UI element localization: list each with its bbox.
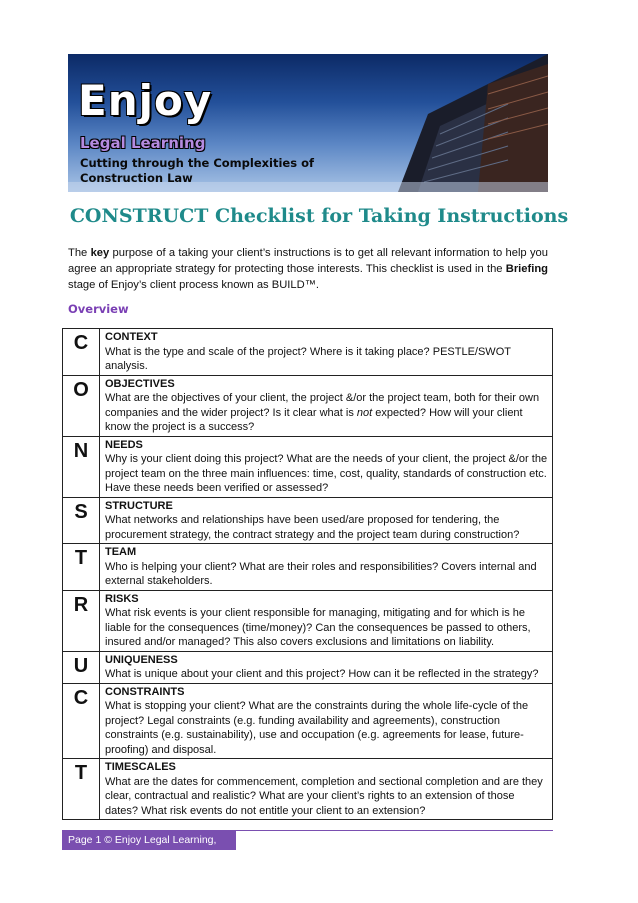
checklist-content	[100, 436, 553, 497]
document-title: CONSTRUCT Checklist for Taking Instructions	[69, 205, 569, 227]
checklist-row	[63, 544, 553, 591]
checklist-letter: N	[63, 436, 100, 497]
checklist-letter: C	[63, 683, 100, 759]
checklist-content	[100, 651, 553, 683]
checklist-body: What networks and relationships have been used/are proposed for tendering, the procurement strategy, the contract strategy and the project team during construction?	[105, 514, 520, 541]
checklist-row	[63, 436, 553, 497]
checklist-heading: UNIQUENESS	[105, 653, 178, 666]
checklist-content	[100, 497, 553, 544]
checklist-content	[100, 375, 553, 436]
checklist-letter: T	[63, 759, 100, 820]
overview-heading: Overview	[68, 302, 129, 316]
checklist-body: What is stopping your client? What are the constraints during the whole life-cycle of the project? Legal constraints (e.g. funding availability and agreements), construction constraints (e.g. sustainability), use and occupation (e.g. agreements for lease, future-proofing) and disposal.	[105, 700, 529, 756]
checklist-content	[100, 544, 553, 591]
checklist-letter: U	[63, 651, 100, 683]
checklist-body: What are the dates for commencement, completion and sectional completion and are they clear, contractual and realistic? What are your client’s rights to an extension of those dates? What risk events do not entitle your client to an extension?	[105, 775, 543, 817]
checklist-heading: TIMESCALES	[105, 761, 176, 773]
checklist-body-emphasis: not	[356, 406, 373, 419]
checklist-row	[63, 759, 553, 820]
checklist-body-tail: expected? How will your client know the project is a success?	[105, 406, 523, 433]
page-footer: Page 1 © Enjoy Legal Learning, 2014	[62, 831, 236, 850]
checklist-letter: T	[63, 544, 100, 591]
intro-paragraph	[68, 245, 548, 293]
checklist-heading: OBJECTIVES	[105, 377, 175, 390]
checklist-row	[63, 683, 553, 759]
checklist-row	[63, 329, 553, 376]
checklist-body: What is unique about your client and this project? How can it be reflected in the strategy?	[105, 668, 539, 680]
intro-text-3: stage of Enjoy’s client process known as BUILD™.	[68, 279, 320, 291]
checklist-heading: CONSTRAINTS	[105, 685, 185, 698]
checklist-content	[100, 683, 553, 759]
header-banner	[68, 54, 548, 192]
intro-briefing-word: Briefing	[505, 263, 548, 275]
checklist-row	[63, 375, 553, 436]
checklist-letter: S	[63, 497, 100, 544]
construct-checklist-table	[62, 328, 553, 820]
checklist-body: Why is your client doing this project? What are the needs of your client, the project &/or the project team on the three main influences: time, cost, quality, standards of construction etc. Have these needs been verified or assessed?	[105, 453, 548, 494]
checklist-body: Who is helping your client? What are their roles and responsibilities? Covers internal and external stakeholders.	[105, 560, 537, 587]
intro-text-1: The	[68, 247, 91, 259]
checklist-content	[100, 759, 553, 820]
brand-subtitle: Legal Learning	[80, 134, 206, 152]
checklist-body: What risk events is your client responsible for managing, mitigating and for which is he liable for the consequences (time/money)? Can the consequences be passed to others, insured and/or managed? This also covers exclusions and limitations on liability.	[105, 607, 531, 648]
intro-text-2: purpose of a taking your client’s instructions is to get all relevant information to help you agree an appropriate strategy for protecting those interests. This checklist is used in the	[68, 247, 548, 275]
brand-tagline: Cutting through the Complexities of Construction Law	[80, 156, 314, 185]
brand-title: Enjoy	[78, 76, 213, 125]
checklist-row	[63, 651, 553, 683]
checklist-body	[105, 391, 548, 435]
checklist-body-text: What are the objectives of your client, the project &/or the project team, both for their own companies and the wider project? Is it clear what is	[105, 392, 540, 419]
checklist-letter: R	[63, 590, 100, 651]
checklist-heading: CONTEXT	[105, 331, 158, 343]
checklist-row	[63, 590, 553, 651]
checklist-heading: TEAM	[105, 546, 137, 558]
checklist-letter: O	[63, 375, 100, 436]
checklist-letter: C	[63, 329, 100, 376]
checklist-row	[63, 497, 553, 544]
checklist-heading: STRUCTURE	[105, 499, 173, 512]
intro-key-word: key	[90, 247, 110, 259]
checklist-heading: RISKS	[105, 592, 139, 605]
checklist-content	[100, 329, 553, 376]
checklist-heading: NEEDS	[105, 438, 143, 451]
checklist-content	[100, 590, 553, 651]
checklist-body: What is the type and scale of the project? Where is it taking place? PESTLE/SWOT analysis.	[105, 345, 511, 372]
